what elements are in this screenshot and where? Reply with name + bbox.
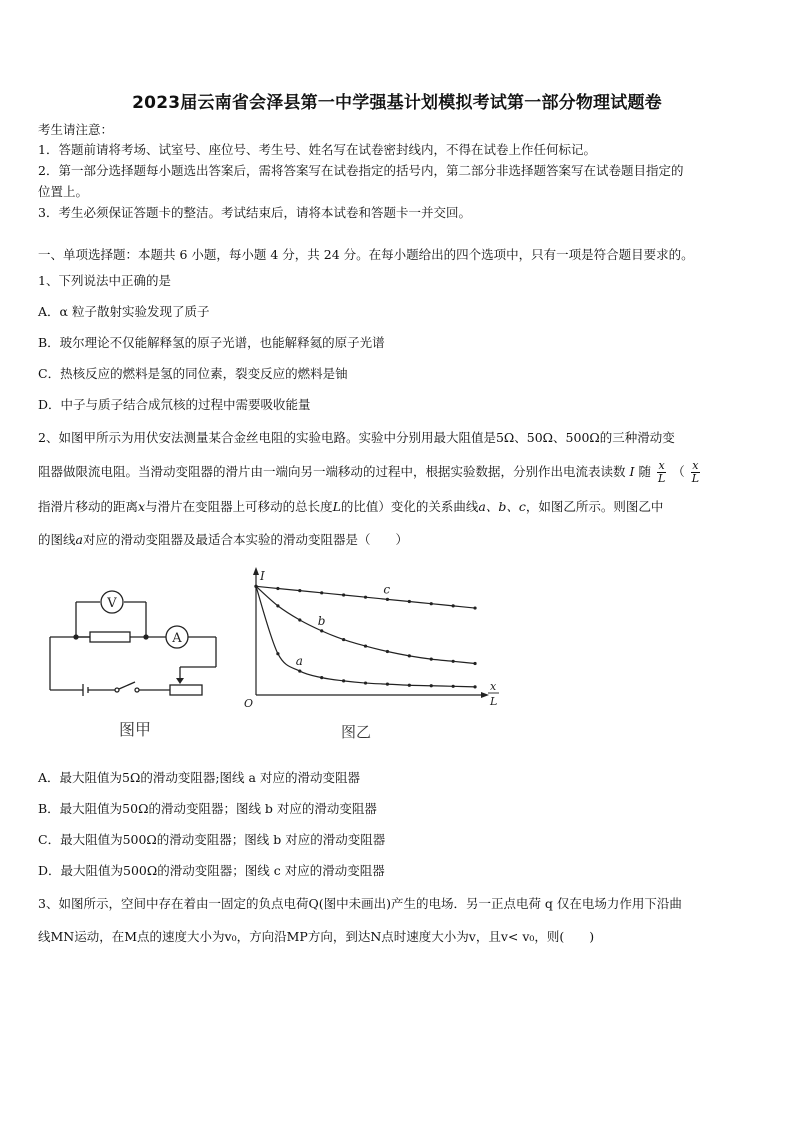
switch-blade [119, 682, 135, 689]
data-point-c-8 [430, 602, 433, 605]
origin-label: O [244, 697, 254, 710]
data-point-b-4 [342, 638, 345, 641]
data-point-a-6 [386, 683, 389, 686]
data-point-b-2 [298, 618, 301, 621]
series-label-c: c [383, 582, 391, 597]
rheostat-resistor [170, 685, 202, 695]
data-point-a-1 [276, 652, 279, 655]
switch-contact-left [115, 688, 119, 692]
switch-contact-right [135, 688, 139, 692]
q2-line-1: 2、如图甲所示为用伏安法测量某合金丝电阻的实验电路。实验中分别用最大阻值是5Ω、50Ω、500Ω的三种滑动变 [38, 430, 675, 445]
data-point-a-10 [473, 685, 476, 688]
q2-fraction-x-over-L [657, 460, 666, 485]
q2-symbol-I: I [629, 464, 635, 479]
data-point-a-7 [408, 684, 411, 687]
notice-item-3: 3．考生必须保证答题卡的整洁。考试结束后，请将本试卷和答题卡一并交回。 [38, 205, 471, 220]
data-point-b-6 [386, 650, 389, 653]
data-point-a-9 [452, 685, 455, 688]
data-point-b-1 [276, 604, 279, 607]
q2-symbol-x: x [138, 499, 146, 514]
q2-line-3 [38, 497, 663, 515]
q2-symbols-abc: a、b、c [478, 499, 526, 514]
q1-stem: 1、下列说法中正确的是 [38, 273, 171, 288]
x-axis-label-numerator: x [490, 680, 497, 693]
q2-line-4-text-a: 的图线 [38, 532, 76, 547]
notice-item-1: 1．答题前请将考场、试室号、座位号、考生号、姓名写在试卷密封线内，不得在试卷上作任何标记。 [38, 142, 596, 157]
q2-option-b: B．最大阻值为50Ω的滑动变阻器；图线 b 对应的滑动变阻器 [38, 801, 377, 816]
q2-line-2 [38, 459, 702, 485]
data-point-a-0 [254, 585, 257, 588]
figure-right-caption: 图乙 [340, 723, 372, 741]
data-point-c-5 [364, 596, 367, 599]
data-point-c-1 [276, 587, 279, 590]
page-title: 2023届云南省会泽县第一中学强基计划模拟考试第一部分物理试题卷 [132, 93, 662, 113]
fraction-denominator: L [691, 472, 700, 485]
voltmeter-label: V [107, 596, 117, 611]
series-line-a [256, 586, 475, 687]
fraction-numerator: x [692, 459, 699, 472]
y-axis-label: I [260, 569, 265, 583]
q2-paren: （ [672, 464, 685, 479]
series-layer [254, 582, 476, 688]
q2-symbol-L: L [332, 499, 341, 514]
section-heading: 一、单项选择题：本题共 6 小题，每小题 4 分，共 24 分。在每小题给出的四个选项中，只有一项是符合题目要求的。 [38, 247, 694, 262]
y-axis-arrow [253, 567, 259, 575]
q2-option-a: A．最大阻值为5Ω的滑动变阻器;图线 a 对应的滑动变阻器 [38, 770, 360, 785]
ammeter-label: A [172, 631, 182, 646]
q3-line-1: 3、如图所示，空间中存在着由一固定的负点电荷Q(图中未画出)产生的电场．另一正点电荷 q 仅在电场力作用下沿曲 [38, 896, 682, 911]
series-label-b: b [317, 613, 326, 628]
circuit-diagram [40, 585, 230, 745]
q2-line-3-text-d: ，如图乙所示。则图乙中 [525, 499, 664, 514]
data-point-b-8 [430, 658, 433, 661]
figure-left-caption: 图甲 [118, 720, 152, 739]
data-point-c-2 [298, 589, 301, 592]
x-axis-label-denominator: L [490, 695, 498, 708]
data-point-a-2 [298, 669, 301, 672]
slider-arrow-head [176, 678, 184, 684]
data-point-b-10 [473, 662, 476, 665]
x-axis-arrow [481, 692, 489, 698]
q2-line-3-text-c: 的比值）变化的关系曲线 [340, 499, 479, 514]
notice-heading: 考生请注意： [38, 122, 114, 137]
fraction-numerator: x [658, 459, 665, 472]
series-label-a: a [295, 654, 303, 669]
data-point-a-8 [430, 684, 433, 687]
data-point-c-4 [342, 593, 345, 596]
q1-option-b: B．玻尔理论不仅能解释氢的原子光谱，也能解释氦的原子光谱 [38, 335, 385, 350]
notice-item-2-cont: 位置上。 [38, 184, 89, 199]
data-point-a-5 [364, 681, 367, 684]
data-point-b-5 [364, 644, 367, 647]
data-point-a-4 [342, 679, 345, 682]
junction-dot-left [74, 635, 78, 639]
alloy-wire-resistor [90, 632, 130, 642]
q2-fraction-x-over-L-2 [691, 460, 700, 485]
q1-option-c: C．热核反应的燃料是氢的同位素，裂变反应的燃料是铀 [38, 366, 348, 381]
q2-line-3-text-b: 与滑片在变阻器上可移动的总长度 [145, 499, 333, 514]
data-point-c-6 [386, 598, 389, 601]
data-point-a-3 [320, 676, 323, 679]
data-point-b-3 [320, 629, 323, 632]
q2-line-2-text: 阻器做限流电阻。当滑动变阻器的滑片由一端向另一端移动的过程中，根据实验数据，分别作出电流表读数 [38, 464, 626, 479]
chart-axes [253, 567, 489, 698]
notice-item-2: 2．第一部分选择题每小题选出答案后，需将答案写在试卷指定的括号内，第二部分非选择题答案写在试卷题目指定的 [38, 163, 684, 178]
fraction-denominator: L [657, 472, 666, 485]
q3-line-2: 线MN运动，在M点的速度大小为v₀，方向沿MP方向，到达N点时速度大小为v，且v< v₀，则( ) [38, 929, 595, 944]
q2-line-4 [38, 530, 408, 548]
q2-option-d: D．最大阻值为500Ω的滑动变阻器；图线 c 对应的滑动变阻器 [38, 863, 385, 878]
q1-option-a: A．α 粒子散射实验发现了质子 [38, 304, 210, 319]
q2-line-2-mid: 随 [638, 464, 651, 479]
q2-line-4-text-b: 对应的滑动变阻器及最适合本实验的滑动变阻器是（ ） [82, 532, 408, 547]
data-point-c-9 [452, 604, 455, 607]
current-vs-position-chart [238, 562, 508, 747]
data-point-b-7 [408, 654, 411, 657]
data-point-c-7 [408, 600, 411, 603]
data-point-c-3 [320, 591, 323, 594]
q1-option-d: D．中子与质子结合成氘核的过程中需要吸收能量 [38, 397, 311, 412]
q2-option-c: C．最大阻值为500Ω的滑动变阻器；图线 b 对应的滑动变阻器 [38, 832, 386, 847]
data-point-c-10 [473, 606, 476, 609]
q2-symbol-a: a [75, 532, 83, 547]
data-point-b-9 [452, 660, 455, 663]
junction-dot-right [144, 635, 148, 639]
q2-line-3-text-a: 指滑片移动的距离 [38, 499, 139, 514]
